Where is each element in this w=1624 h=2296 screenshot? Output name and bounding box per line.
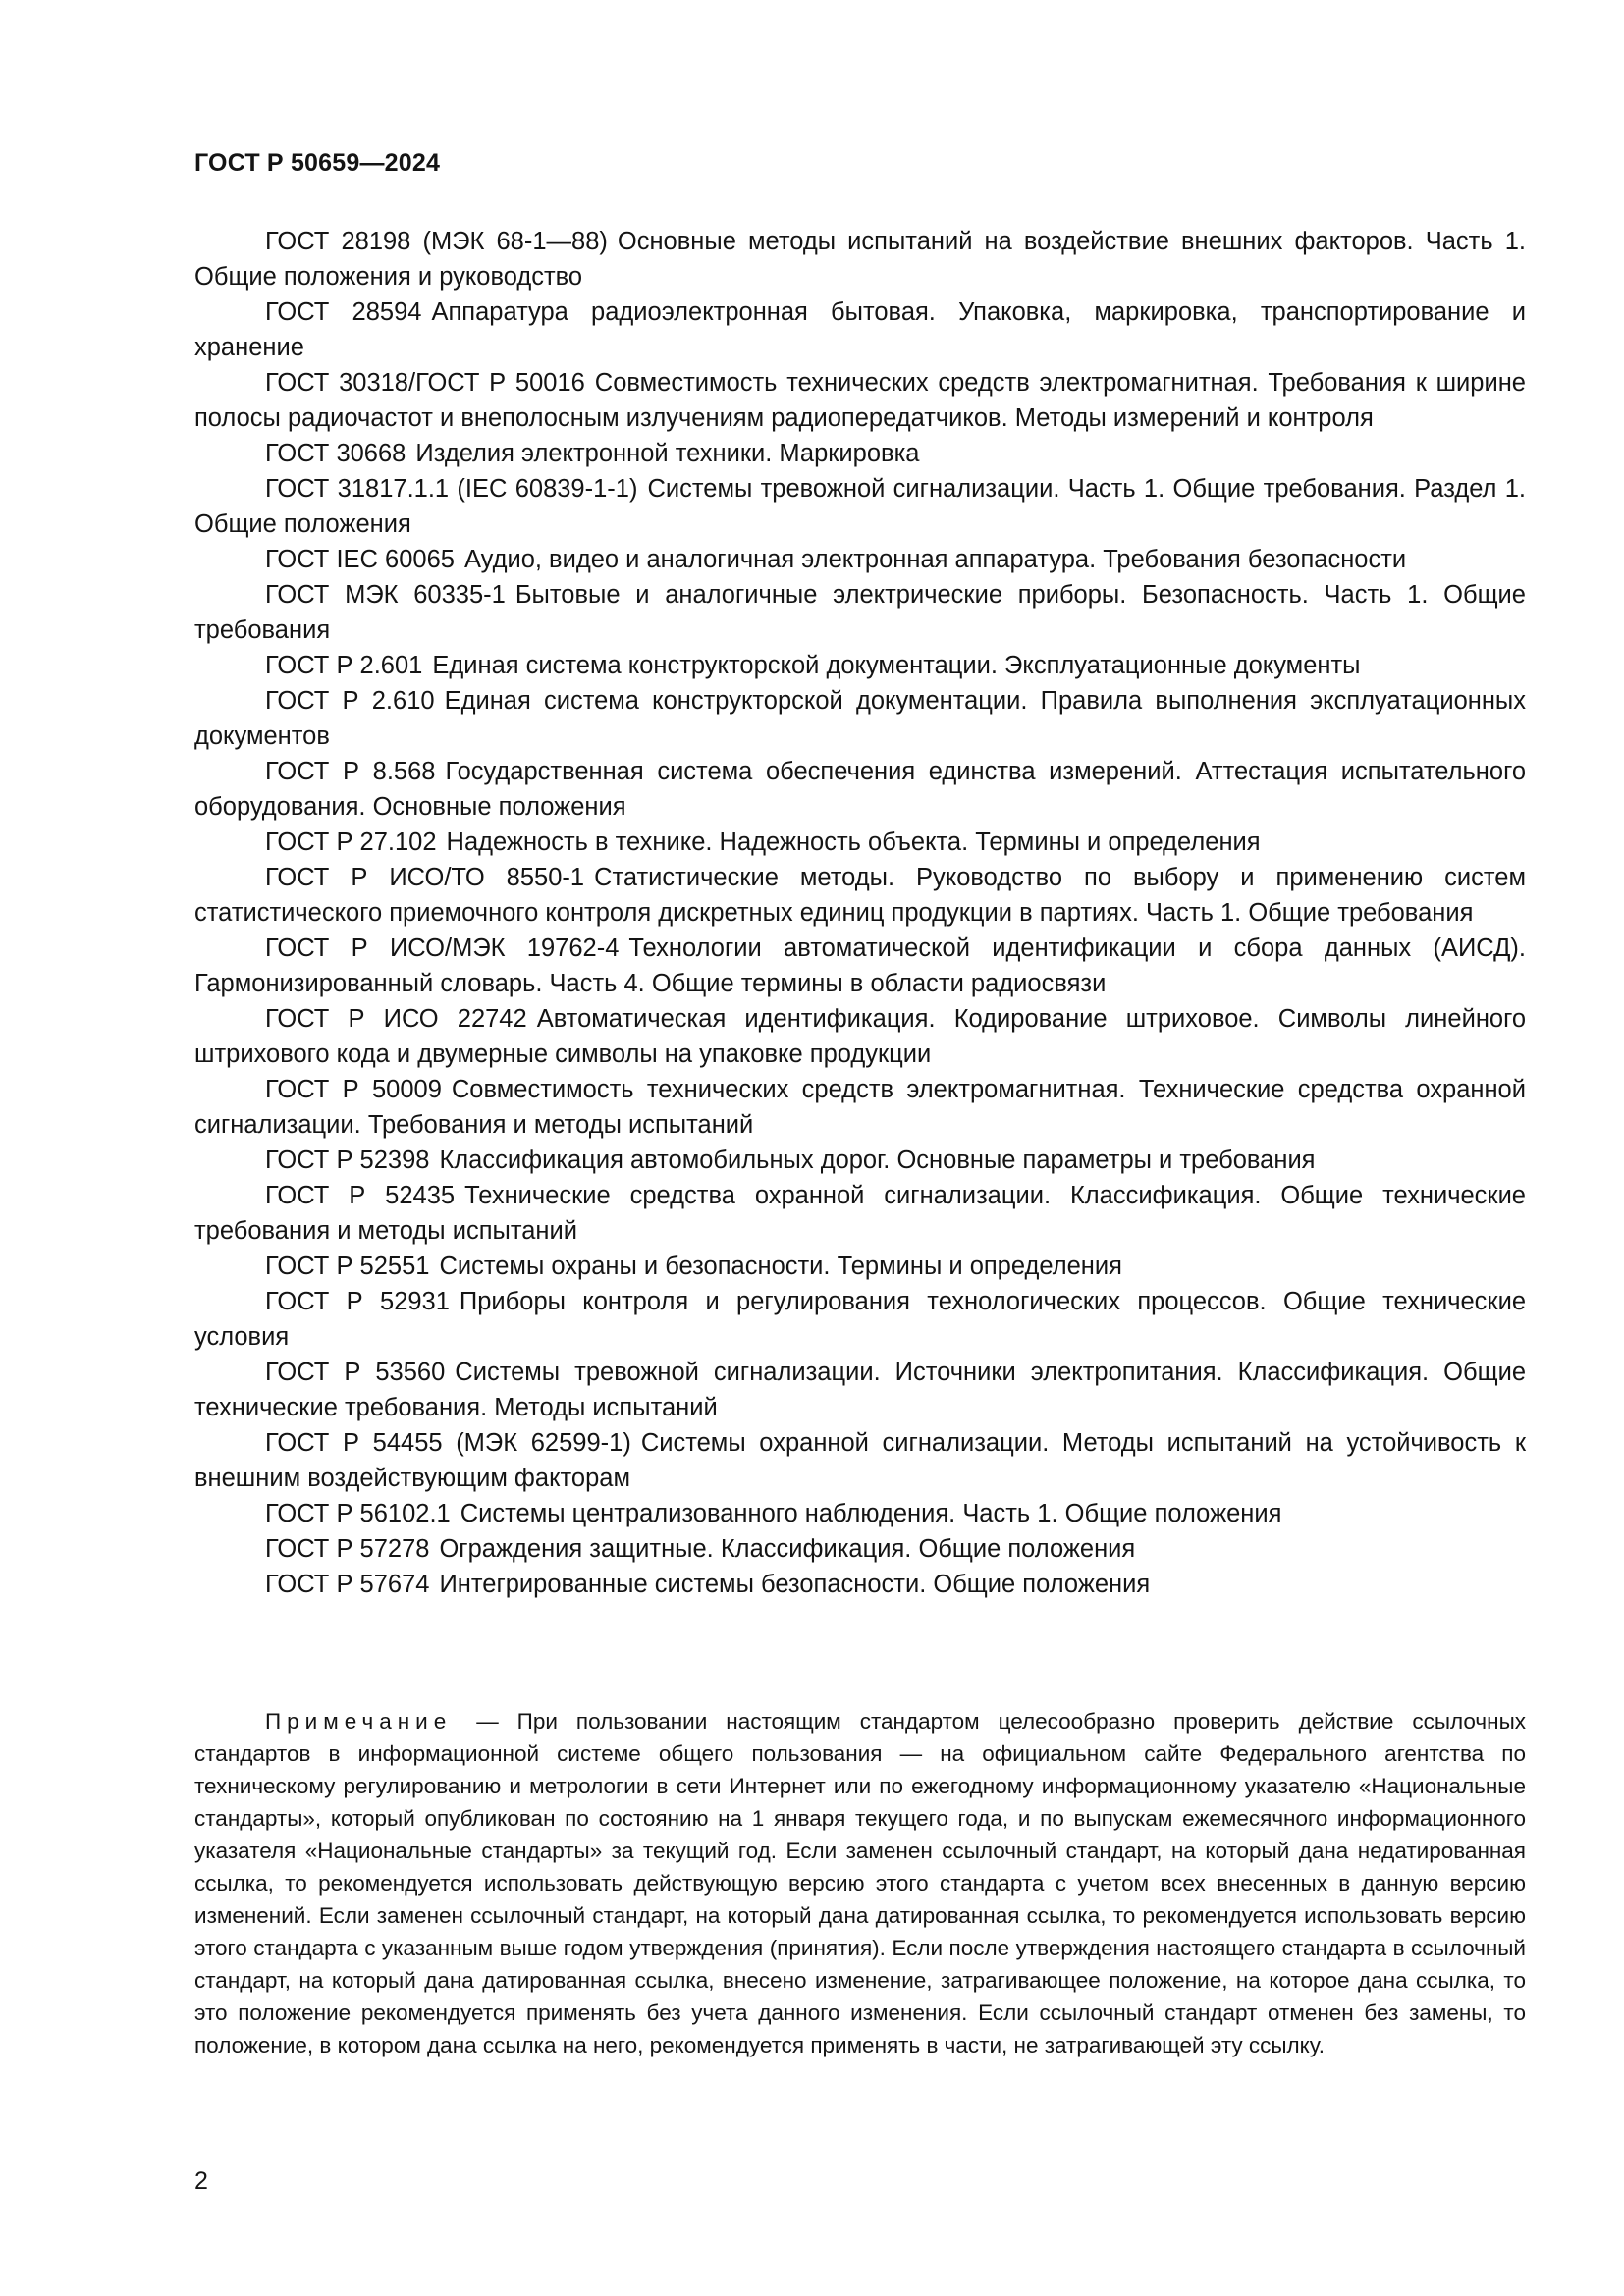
reference-item: [194, 577, 1526, 648]
reference-code: ГОСТ Р ИСО/МЭК 19762-4: [265, 934, 620, 962]
reference-code: ГОСТ Р 54455 (МЭК 62599-1): [265, 1429, 631, 1457]
reference-title: Изделия электронной техники. Маркировка: [415, 440, 920, 467]
reference-code: ГОСТ Р 57674: [265, 1571, 430, 1598]
reference-title: Ограждения защитные. Классификация. Общие положения: [439, 1535, 1136, 1563]
reference-title: Системы охранной сигнализации. Методы испытаний на устойчивость к внешним воздействующим факторам: [194, 1429, 1526, 1492]
reference-title: Технические средства охранной сигнализации. Классификация. Общие технические требования и методы испытаний: [194, 1182, 1526, 1245]
reference-title: Приборы контроля и регулирования технологических процессов. Общие технические условия: [194, 1288, 1526, 1351]
reference-item: [194, 931, 1526, 1001]
reference-code: ГОСТ Р 57278: [265, 1535, 430, 1563]
reference-item: [194, 1496, 1526, 1531]
reference-title: Системы тревожной сигнализации. Часть 1. Общие требования. Раздел 1. Общие положения: [194, 475, 1526, 538]
reference-code: ГОСТ Р 52931: [265, 1288, 450, 1315]
reference-item: [194, 1284, 1526, 1355]
reference-item: [194, 1178, 1526, 1249]
reference-code: ГОСТ 30318/ГОСТ Р 50016: [265, 369, 585, 397]
reference-item: [194, 294, 1526, 365]
reference-code: ГОСТ Р 52551: [265, 1253, 430, 1280]
reference-item: [194, 471, 1526, 542]
reference-title: Единая система конструкторской документации. Эксплуатационные документы: [432, 652, 1361, 679]
reference-item: [194, 1072, 1526, 1143]
reference-title: Совместимость технических средств электромагнитная. Технические средства охранной сигнализации. Требования и методы испытаний: [194, 1076, 1526, 1139]
reference-code: ГОСТ Р ИСО/ТО 8550-1: [265, 864, 585, 891]
note-paragraph: [194, 1705, 1526, 2061]
reference-item: [194, 754, 1526, 825]
reference-code: ГОСТ 31817.1.1 (IEC 60839-1-1): [265, 475, 638, 503]
reference-code: ГОСТ 30668: [265, 440, 406, 467]
reference-code: ГОСТ 28198 (МЭК 68-1—88): [265, 228, 608, 255]
normative-references-list: [194, 224, 1526, 1602]
reference-code: ГОСТ Р 27.102: [265, 828, 437, 856]
reference-code: ГОСТ МЭК 60335-1: [265, 581, 506, 609]
reference-title: Бытовые и аналогичные электрические приборы. Безопасность. Часть 1. Общие требования: [194, 581, 1526, 644]
reference-item: [194, 683, 1526, 754]
reference-code: ГОСТ Р 52398: [265, 1147, 430, 1174]
reference-title: Системы охраны и безопасности. Термины и определения: [439, 1253, 1122, 1280]
reference-item: [194, 1531, 1526, 1567]
note-text: — При пользовании настоящим стандартом целесообразно проверить действие ссылочных стандартов в информационной системе общего пользования — на официальном сайте Федерального агентства по техническому регулированию и метрологии в сети Интернет или по ежегодному информационному указателю «Национальные стандарты», который опубликован по состоянию на 1 января текущего года, и по выпускам ежемесячного информационного указателя «Национальные стандарты» за текущий год. Если заменен ссылочный стандарт, на который дана недатированная ссылка, то рекомендуется использовать действующую версию этого стандарта с учетом всех внесенных в данную версию изменений. Если заменен ссылочный стандарт, на который дана датированная ссылка, то рекомендуется использовать версию этого стандарта с указанным выше годом утверждения (принятия). Если после утверждения настоящего стандарта в ссылочный стандарт, на который дана датированная ссылка, внесено изменение, затрагивающее положение, на которое дана ссылка, то это положение рекомендуется применять без учета данного изменения. Если ссылочный стандарт отменен без замены, то положение, в котором дана ссылка на него, рекомендуется применять в части, не затрагивающей эту ссылку.: [194, 1708, 1526, 2057]
reference-item: [194, 1425, 1526, 1496]
reference-item: [194, 1567, 1526, 1602]
reference-code: ГОСТ Р 8.568: [265, 758, 436, 785]
page-number: 2: [194, 2167, 208, 2195]
reference-item: [194, 224, 1526, 294]
reference-title: Интегрированные системы безопасности. Общие положения: [439, 1571, 1151, 1598]
reference-code: ГОСТ IEC 60065: [265, 546, 455, 573]
reference-code: ГОСТ 28594: [265, 298, 422, 326]
reference-title: Технологии автоматической идентификации и сбора данных (АИСД). Гармонизированный словарь. Часть 4. Общие термины в области радиосвязи: [194, 934, 1526, 997]
reference-title: Аудио, видео и аналогичная электронная аппаратура. Требования безопасности: [463, 546, 1407, 573]
reference-title: Государственная система обеспечения единства измерений. Аттестация испытательного оборудования. Основные положения: [194, 758, 1526, 821]
reference-title: Классификация автомобильных дорог. Основные параметры и требования: [439, 1147, 1316, 1174]
reference-item: [194, 825, 1526, 860]
reference-item: [194, 1249, 1526, 1284]
reference-title: Статистические методы. Руководство по выбору и применению систем статистического приемочного контроля дискретных единиц продукции в партиях. Часть 1. Общие требования: [194, 864, 1526, 927]
reference-code: ГОСТ Р 56102.1: [265, 1500, 451, 1527]
reference-code: ГОСТ Р 52435: [265, 1182, 456, 1209]
reference-title: Аппаратура радиоэлектронная бытовая. Упаковка, маркировка, транспортирование и хранение: [194, 298, 1526, 361]
reference-title: Автоматическая идентификация. Кодирование штриховое. Символы линейного штрихового кода и двумерные символы на упаковке продукции: [194, 1005, 1527, 1068]
reference-title: Системы централизованного наблюдения. Часть 1. Общие положения: [460, 1500, 1282, 1527]
reference-title: Надежность в технике. Надежность объекта. Термины и определения: [446, 828, 1261, 856]
reference-item: [194, 542, 1526, 577]
reference-code: ГОСТ Р ИСО 22742: [265, 1005, 527, 1033]
reference-title: Единая система конструкторской документации. Правила выполнения эксплуатационных документов: [194, 687, 1526, 750]
reference-item: [194, 365, 1526, 436]
reference-code: ГОСТ Р 50009: [265, 1076, 442, 1103]
reference-item: [194, 1355, 1526, 1425]
reference-item: [194, 1001, 1526, 1072]
page-header-standard-id: ГОСТ Р 50659—2024: [194, 149, 441, 177]
reference-code: ГОСТ Р 53560: [265, 1359, 446, 1386]
reference-title: Совместимость технических средств электромагнитная. Требования к ширине полосы радиочастот и внеполосным излучениям радиопередатчиков. Методы измерений и контроля: [194, 369, 1526, 432]
note-label: Примечание: [265, 1708, 453, 1734]
reference-title: Системы тревожной сигнализации. Источники электропитания. Классификация. Общие технические требования. Методы испытаний: [194, 1359, 1526, 1421]
reference-code: ГОСТ Р 2.601: [265, 652, 423, 679]
reference-item: [194, 436, 1526, 471]
reference-item: [194, 1143, 1526, 1178]
reference-item: [194, 648, 1526, 683]
reference-item: [194, 860, 1526, 931]
reference-title: Основные методы испытаний на воздействие внешних факторов. Часть 1. Общие положения и руководство: [194, 228, 1526, 291]
reference-code: ГОСТ Р 2.610: [265, 687, 435, 715]
